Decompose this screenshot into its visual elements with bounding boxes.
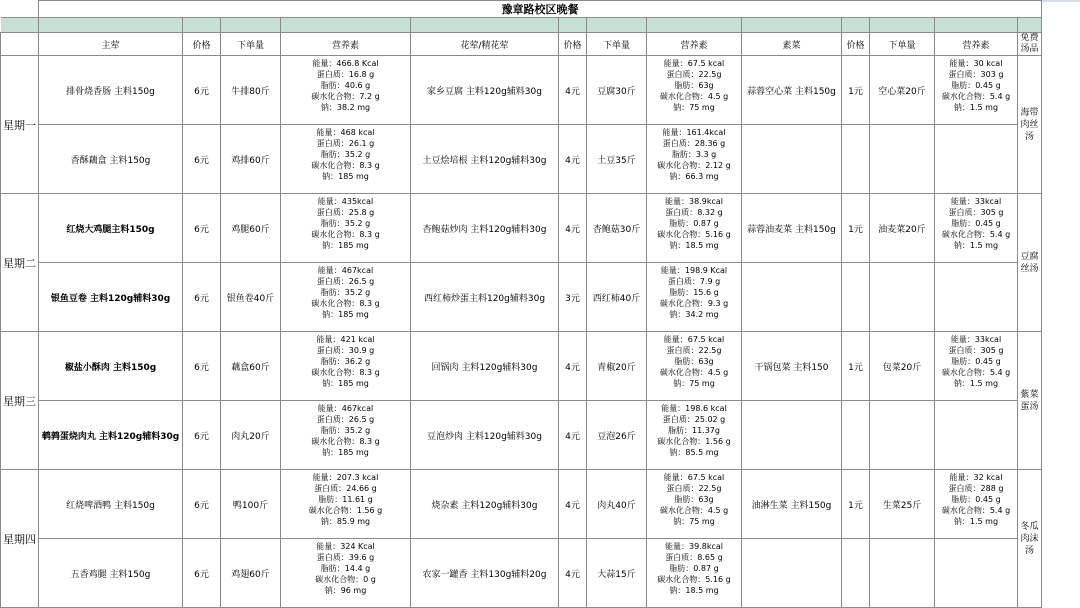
main-dish-qty: 牛排80斤 <box>221 56 281 125</box>
nutrient-line: 蛋白质：22.5g <box>666 346 722 355</box>
empty-cell <box>742 539 842 608</box>
main-dish-qty: 肉丸20斤 <box>221 401 281 470</box>
nutrient-line: 碳水化合物：8.3 g <box>311 299 380 308</box>
nutrient-line: 能量：161.4kcal <box>662 128 726 137</box>
table-row <box>1 56 1042 125</box>
nutrient-line: 钠：75 mg <box>673 517 715 526</box>
nutrient-line: 脂肪：0.45 g <box>951 81 1001 90</box>
main-dish-nutrition <box>281 125 411 194</box>
flower-dish-name: 烧杂素 主料120g辅料30g <box>411 470 559 539</box>
main-dish-qty: 藕盒60斤 <box>221 332 281 401</box>
header-band-cell <box>935 18 1018 33</box>
nutrient-line: 钠：1.5 mg <box>953 241 999 250</box>
day-header <box>1 33 39 56</box>
header-band-cell <box>647 18 742 33</box>
nutrient-line: 蛋白质：305 g <box>948 208 1004 217</box>
nutrient-line: 脂肪：63g <box>674 357 714 366</box>
flower-dish-price: 4元 <box>559 56 587 125</box>
nutrient-line: 能量：421 kcal <box>316 335 375 344</box>
nutrient-line: 能量：67.5 kcal <box>663 335 725 344</box>
header-band-cell <box>39 18 183 33</box>
nutrient-line: 能量：32 kcal <box>949 473 1003 482</box>
flower-dish-name: 回锅肉 主料120g辅料30g <box>411 332 559 401</box>
header-band-cell <box>587 18 647 33</box>
nutrient-line: 蛋白质：22.5g <box>666 484 722 493</box>
main-dish-qty: 鸭100斤 <box>221 470 281 539</box>
veg-dish-price: 1元 <box>842 194 870 263</box>
page-title: 豫章路校区晚餐 <box>39 1 1042 18</box>
nutrient-line: 碳水化合物：4.5 g <box>659 368 729 377</box>
nutrient-line: 钠：185 mg <box>322 379 369 388</box>
nutrient-line: 能量：324 Kcal <box>316 542 375 551</box>
header-band-cell <box>842 18 870 33</box>
main-dish-qty: 鸡腿60斤 <box>221 194 281 263</box>
flower-dish-name: 豆泡炒肉 主料120g辅料30g <box>411 401 559 470</box>
flower-dish-nutrition <box>647 332 742 401</box>
main-dish-name: 鹌鹑蛋烧肉丸 主料120g辅料30g <box>39 401 183 470</box>
main-dish-nutrition <box>281 401 411 470</box>
flower-dish-name: 家乡豆腐 主料120g辅料30g <box>411 56 559 125</box>
main-dish-name: 椒盐小酥肉 主料150g <box>39 332 183 401</box>
nutrient-line: 脂肪：35.2 g <box>320 426 371 435</box>
nutrient-line: 蛋白质：288 g <box>948 484 1004 493</box>
nutrition-header: 营养素 <box>281 33 411 56</box>
empty-cell <box>842 401 870 470</box>
qty-header: 下单量 <box>221 33 281 56</box>
header-band-cell <box>183 18 221 33</box>
free-soup: 冬瓜肉沫汤 <box>1018 470 1042 608</box>
header-band-cell <box>281 18 411 33</box>
main-dish-nutrition <box>281 539 411 608</box>
veg-dish-name: 蒜蓉空心菜 主料150g <box>742 56 842 125</box>
veg-dish-qty: 包菜20斤 <box>870 332 935 401</box>
empty-cell <box>742 125 842 194</box>
flower-dish-price: 4元 <box>559 470 587 539</box>
nutrient-line: 能量：38.9kcal <box>665 197 723 206</box>
nutrient-line: 钠：18.5 mg <box>669 241 719 250</box>
nutrient-line: 碳水化合物：1.56 g <box>657 437 731 446</box>
flower-dish-qty: 土豆35斤 <box>587 125 647 194</box>
veg-dish-nutrition <box>935 56 1018 125</box>
empty-cell <box>870 539 935 608</box>
nutrient-line: 蛋白质：25.02 g <box>662 415 726 424</box>
nutrient-line: 蛋白质：26.5 g <box>316 277 375 286</box>
empty-cell <box>870 125 935 194</box>
table-row <box>1 332 1042 401</box>
flower-dish-qty: 杏鲍菇30斤 <box>587 194 647 263</box>
flower-dish-price: 4元 <box>559 401 587 470</box>
nutrient-line: 蛋白质：26.1 g <box>316 139 375 148</box>
main-dish-nutrition <box>281 56 411 125</box>
flower-dish-price: 4元 <box>559 539 587 608</box>
nutrient-line: 能量：467kcal <box>317 266 374 275</box>
header-band-cell <box>221 18 281 33</box>
main-dish-name: 五香鸡腿 主料150g <box>39 539 183 608</box>
nutrient-line: 碳水化合物：2.12 g <box>657 161 731 170</box>
nutrient-line: 脂肪：0.45 g <box>951 357 1001 366</box>
nutrient-line: 能量：30 kcal <box>949 59 1003 68</box>
nutrition-header: 营养素 <box>647 33 742 56</box>
nutrient-line: 蛋白质：16.8 g <box>316 70 375 79</box>
nutrient-line: 能量：67.5 kcal <box>663 59 725 68</box>
nutrient-line: 碳水化合物：8.3 g <box>311 230 380 239</box>
flower-dish-nutrition <box>647 194 742 263</box>
nutrient-line: 钠：185 mg <box>322 172 369 181</box>
nutrient-line: 钠：1.5 mg <box>953 379 999 388</box>
nutrient-line: 蛋白质：8.65 g <box>665 553 723 562</box>
nutrition-header: 营养素 <box>935 33 1018 56</box>
band-corner <box>1 18 39 33</box>
nutrient-line: 碳水化合物：8.3 g <box>311 368 380 377</box>
nutrient-line: 脂肪：40.6 g <box>320 81 371 90</box>
veg-dish-name: 蒜蓉油麦菜 主料150g <box>742 194 842 263</box>
nutrient-line: 脂肪：0.45 g <box>951 495 1001 504</box>
flower-dish-nutrition <box>647 470 742 539</box>
nutrient-line: 脂肪：36.2 g <box>320 357 371 366</box>
qty-header: 下单量 <box>587 33 647 56</box>
main-dish-name: 红烧啤酒鸭 主料150g <box>39 470 183 539</box>
nutrient-line: 蛋白质：26.5 g <box>316 415 375 424</box>
table-row <box>1 401 1042 470</box>
empty-cell <box>935 263 1018 332</box>
flower-dish-qty: 青椒20斤 <box>587 332 647 401</box>
nutrient-line: 脂肪：35.2 g <box>320 150 371 159</box>
main-dish-price: 6元 <box>183 401 221 470</box>
main-dish-qty: 银鱼卷40斤 <box>221 263 281 332</box>
nutrient-line: 钠：185 mg <box>322 448 369 457</box>
flower-dish-price: 4元 <box>559 125 587 194</box>
nutrient-line: 脂肪：63g <box>674 81 714 90</box>
main-dish-price: 6元 <box>183 56 221 125</box>
header-band-cell <box>411 18 559 33</box>
main-dish-price: 6元 <box>183 125 221 194</box>
nutrient-line: 蛋白质：8.32 g <box>665 208 723 217</box>
main-dish-name: 香酥藕盒 主料150g <box>39 125 183 194</box>
nutrient-line: 脂肪：11.37g <box>668 426 720 435</box>
nutrient-line: 脂肪：0.87 g <box>669 564 719 573</box>
main-dish-price: 6元 <box>183 263 221 332</box>
flower-dish-name: 杏鲍菇炒肉 主料120g辅料30g <box>411 194 559 263</box>
flower-dish-nutrition <box>647 56 742 125</box>
nutrient-line: 碳水化合物：4.5 g <box>659 92 729 101</box>
main-dish-name: 银鱼豆卷 主料120g辅料30g <box>39 263 183 332</box>
flower-dish-nutrition <box>647 263 742 332</box>
empty-cell <box>935 125 1018 194</box>
nutrient-line: 碳水化合物：5.16 g <box>657 575 731 584</box>
nutrient-line: 脂肪：14.4 g <box>320 564 371 573</box>
nutrient-line: 脂肪：15.6 g <box>669 288 719 297</box>
main-dish-price: 6元 <box>183 194 221 263</box>
nutrient-line: 碳水化合物：0 g <box>315 575 376 584</box>
main-dish-price: 6元 <box>183 470 221 539</box>
nutrient-line: 钠：96 mg <box>324 586 367 595</box>
nutrient-line: 碳水化合物：9.3 g <box>659 299 729 308</box>
flower-dish-qty: 豆泡26斤 <box>587 401 647 470</box>
nutrient-line: 碳水化合物：8.3 g <box>311 161 380 170</box>
nutrient-line: 蛋白质：22.5g <box>666 70 722 79</box>
nutrient-line: 碳水化合物：5.4 g <box>941 92 1011 101</box>
nutrient-line: 钠：75 mg <box>673 103 715 112</box>
nutrient-line: 脂肪：0.45 g <box>951 219 1001 228</box>
main-dish-name: 排骨烧香肠 主料150g <box>39 56 183 125</box>
veg-dish-price: 1元 <box>842 470 870 539</box>
empty-cell <box>742 263 842 332</box>
empty-cell <box>935 401 1018 470</box>
nutrient-line: 钠：185 mg <box>322 241 369 250</box>
main-dish-nutrition <box>281 470 411 539</box>
day-label: 星期二 <box>1 194 39 332</box>
nutrient-line: 能量：39.8kcal <box>665 542 723 551</box>
nutrient-line: 碳水化合物：1.56 g <box>308 506 383 515</box>
header-band-cell <box>870 18 935 33</box>
nutrient-line: 钠：1.5 mg <box>953 517 999 526</box>
nutrient-line: 脂肪：35.2 g <box>320 219 371 228</box>
veg-dish-price: 1元 <box>842 56 870 125</box>
empty-cell <box>870 263 935 332</box>
header-band-cell <box>559 18 587 33</box>
flower-dish-price: 4元 <box>559 332 587 401</box>
flower-dish-nutrition <box>647 539 742 608</box>
header-band-cell <box>742 18 842 33</box>
flower-dish-qty: 大蒜15斤 <box>587 539 647 608</box>
nutrient-line: 脂肪：63g <box>674 495 714 504</box>
nutrient-line: 能量：467kcal <box>317 404 374 413</box>
nutrient-line: 蛋白质：7.9 g <box>667 277 721 286</box>
nutrient-line: 碳水化合物：7.2 g <box>311 92 380 101</box>
nutrient-line: 钠：38.2 mg <box>320 103 371 112</box>
veg-dish-name: 油淋生菜 主料150g <box>742 470 842 539</box>
day-label: 星期三 <box>1 332 39 470</box>
nutrient-line: 能量：198.6 kcal <box>661 404 727 413</box>
nutrient-line: 钠：66.3 mg <box>669 172 719 181</box>
nutrient-line: 能量：468 kcal <box>316 128 375 137</box>
flower-dish-price: 4元 <box>559 194 587 263</box>
nutrient-line: 蛋白质：24.66 g <box>314 484 377 493</box>
table-row <box>1 470 1042 539</box>
day-label: 星期四 <box>1 470 39 608</box>
flower-dish-qty: 肉丸40斤 <box>587 470 647 539</box>
empty-cell <box>870 401 935 470</box>
nutrient-line: 能量：198.9 Kcal <box>660 266 728 275</box>
table-row <box>1 125 1042 194</box>
main-dish-nutrition <box>281 263 411 332</box>
main-dish-nutrition <box>281 332 411 401</box>
veg-dish-price: 1元 <box>842 332 870 401</box>
price-header: 价格 <box>183 33 221 56</box>
main-dish-name: 红烧大鸡腿主料150g <box>39 194 183 263</box>
nutrient-line: 脂肪：0.87 g <box>669 219 719 228</box>
nutrient-line: 碳水化合物：5.4 g <box>941 230 1011 239</box>
table-row <box>1 263 1042 332</box>
nutrient-line: 能量：33kcal <box>950 335 1002 344</box>
veg-dish-nutrition <box>935 194 1018 263</box>
nutrient-line: 蛋白质：25.8 g <box>316 208 375 217</box>
flower-dish-price: 3元 <box>559 263 587 332</box>
nutrient-line: 钠：18.5 mg <box>669 586 719 595</box>
free-soup: 紫菜蛋汤 <box>1018 332 1042 470</box>
nutrient-line: 钠：85.9 mg <box>320 517 371 526</box>
free-soup: 豆腐丝汤 <box>1018 194 1042 332</box>
flower-dish-qty: 豆腐30斤 <box>587 56 647 125</box>
veg-dish-nutrition <box>935 332 1018 401</box>
veg-dish-name: 干锅包菜 主料150 <box>742 332 842 401</box>
flower-dish-nutrition <box>647 401 742 470</box>
nutrient-line: 能量：466.8 Kcal <box>312 59 379 68</box>
veg-dish-qty: 生菜25斤 <box>870 470 935 539</box>
nutrient-line: 碳水化合物：5.16 g <box>657 230 731 239</box>
nutrient-line: 能量：207.3 kcal <box>312 473 379 482</box>
nutrient-line: 钠：1.5 mg <box>953 103 999 112</box>
nutrient-line: 脂肪：11.61 g <box>318 495 373 504</box>
nutrient-line: 能量：435kcal <box>317 197 374 206</box>
nutrient-line: 钠：75 mg <box>673 379 715 388</box>
nutrient-line: 蛋白质：39.6 g <box>316 553 375 562</box>
nutrient-line: 碳水化合物：5.4 g <box>941 368 1011 377</box>
flower-dish-name: 西红柿炒蛋主料120g辅料30g <box>411 263 559 332</box>
flower-dish-name: 农家一罐香 主料130g辅料20g <box>411 539 559 608</box>
nutrient-line: 钠：85.5 mg <box>669 448 719 457</box>
nutrient-line: 蛋白质：305 g <box>948 346 1004 355</box>
empty-cell <box>842 263 870 332</box>
main-dish-price: 6元 <box>183 539 221 608</box>
nutrient-line: 蛋白质：303 g <box>948 70 1004 79</box>
nutrient-line: 钠：34.2 mg <box>669 310 719 319</box>
nutrient-line: 碳水化合物：5.4 g <box>941 506 1011 515</box>
qty-header: 下单量 <box>870 33 935 56</box>
flower-dish-qty: 西红柿40斤 <box>587 263 647 332</box>
veg-dish-qty: 空心菜20斤 <box>870 56 935 125</box>
free-soup-header: 免费汤品 <box>1018 33 1042 56</box>
table-row <box>1 539 1042 608</box>
nutrient-line: 脂肪：35.2 g <box>320 288 371 297</box>
header-band-cell <box>1018 18 1042 33</box>
veg-dish-qty: 油麦菜20斤 <box>870 194 935 263</box>
nutrient-line: 碳水化合物：8.3 g <box>311 437 380 446</box>
nutrient-line: 钠：185 mg <box>322 310 369 319</box>
main-dish-qty: 鸡排60斤 <box>221 125 281 194</box>
main-dish-nutrition <box>281 194 411 263</box>
nutrient-line: 能量：33kcal <box>950 197 1002 206</box>
free-soup: 海带肉丝汤 <box>1018 56 1042 194</box>
main-dish-price: 6元 <box>183 332 221 401</box>
veg-dish-nutrition <box>935 470 1018 539</box>
veg-dish-header: 素菜 <box>742 33 842 56</box>
nutrient-line: 蛋白质：28.36 g <box>662 139 726 148</box>
nutrient-line: 脂肪：3.3 g <box>671 150 717 159</box>
empty-cell <box>842 125 870 194</box>
price-header: 价格 <box>842 33 870 56</box>
nutrient-line: 碳水化合物：4.5 g <box>659 506 729 515</box>
flower-dish-name: 土豆烩培根 主料120g辅料30g <box>411 125 559 194</box>
table-row <box>1 194 1042 263</box>
main-dish-qty: 鸡翅60斤 <box>221 539 281 608</box>
empty-cell <box>935 539 1018 608</box>
nutrient-line: 能量：67.5 kcal <box>663 473 725 482</box>
empty-cell <box>842 539 870 608</box>
price-header: 价格 <box>559 33 587 56</box>
empty-cell <box>742 401 842 470</box>
day-label: 星期一 <box>1 56 39 194</box>
flower-dish-nutrition <box>647 125 742 194</box>
main-dish-header: 主荤 <box>39 33 183 56</box>
flower-dish-header: 花荤/精花荤 <box>411 33 559 56</box>
nutrient-line: 蛋白质：30.9 g <box>316 346 375 355</box>
corner-cell <box>1 1 39 18</box>
